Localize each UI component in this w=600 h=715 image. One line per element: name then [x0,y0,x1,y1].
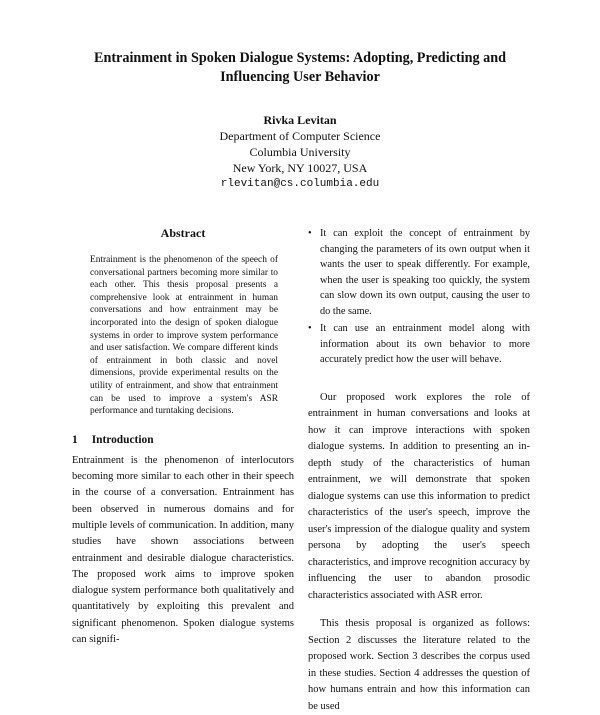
paper-title: Entrainment in Spoken Dialogue Systems: Adopting, Predicting and Influencing User Behavior [93,50,507,85]
left-column [72,226,294,648]
author-department: Department of Computer Science [219,129,381,143]
author-location: New York, NY 10027, USA [232,161,368,175]
abstract-heading: Abstract [160,226,206,240]
introduction-text: Entrainment is the phenomenon of interlocutors becoming more similar to each other in their speech in the course of a conversation. Entrainment has been observed in numerous domains and for multiple levels of communication. In addition, many studies have shown associations between entrainment and desirable dialogue characteristics. The proposed work aims to improve spoken dialogue system performance both qualitatively and quantitatively by exploiting this prevalent and significant phenomenon. Spoken dialogue systems can signifi- [72,454,294,645]
section-number: 1 [72,433,78,446]
bullet-icon: • [308,323,312,334]
author-block [100,112,500,192]
right-column [308,226,530,715]
list-item [308,226,530,319]
list-item [308,321,530,368]
abstract-text: Entrainment is the phenomenon of the speech of conversational partners becoming more similar to each other. This thesis proposal presents a comprehensive look at entrainment in human conversations and how entrainment may be incorporated into the design of spoken dialogue systems in order to improve system performance and user satisfaction. We compare different kinds of entrainment in both classic and novel dimensions, provide experimental results on the utility of entrainment, and show that entrainment can be used to improve a system's ASR performance and turntaking decisions. [90,255,278,417]
author-university: Columbia University [249,145,351,159]
bullet-list [308,226,530,368]
author-name: Rivka Levitan [263,113,337,127]
section-title: Introduction [91,433,154,446]
author-email: rlevitan@cs.columbia.edu [220,178,380,190]
body-paragraph: This thesis proposal is organized as follows: Section 2 discusses the literature related to the proposed work. Section 3 describes the corpus used in these studies. Section 4 addresses the question of how humans entrain and how this information can be used [308,618,530,712]
body-paragraph: Our proposed work explores the role of entrainment in human conversations and looks at how it can improve interactions with spoken dialogue systems. In addition to presenting an in-depth study of the characteristics of human entrainment, we will demonstrate that spoken dialogue systems can use this information to predict characteristics of the user's speech, improve the user's impression of the dialogue quality and system persona by adopting the user's speech characteristics, and improve recognition accuracy by influencing the user to abandon prosodic characteristics associated with ASR error. [308,391,530,601]
bullet-icon: • [308,228,312,239]
bullet-text: It can exploit the concept of entrainment by changing the parameters of its own output when it wants the user to speak differently. For example, when the user is speaking too quickly, the system can slow down its own output, causing the user to do the same. [320,228,530,317]
bullet-text: It can use an entrainment model along with information about its own behavior to more accurately predict how the user will behave. [320,323,530,365]
section-heading-introduction [72,433,294,447]
